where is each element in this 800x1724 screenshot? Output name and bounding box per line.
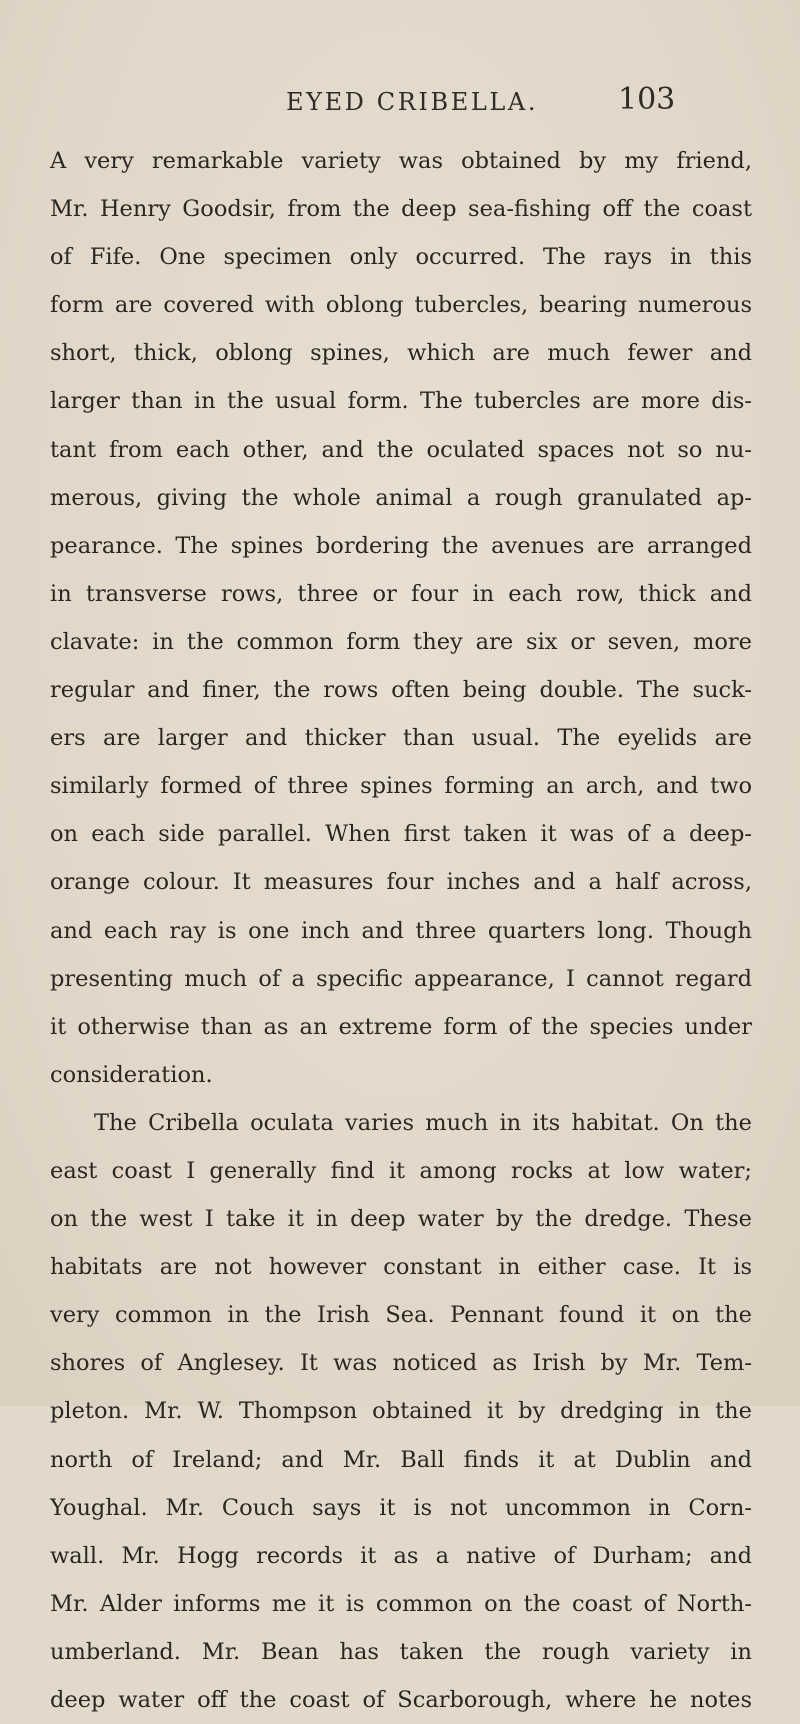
text-line: presenting much of a specific appearance, I cannot regard bbox=[50, 965, 752, 992]
text-line: shores of Anglesey. It was noticed as Irish by Mr. Tem- bbox=[50, 1350, 752, 1377]
page-header bbox=[0, 82, 800, 122]
text-line: orange colour. It measures four inches and a half across, bbox=[50, 869, 752, 896]
text-line: short, thick, oblong spines, which are much fewer and bbox=[50, 340, 752, 367]
text-line: very common in the Irish Sea. Pennant found it on the bbox=[50, 1302, 752, 1329]
text-line: Mr. Henry Goodsir, from the deep sea-fishing off the coast bbox=[50, 196, 752, 223]
text-line: Mr. Alder informs me it is common on the coast of North- bbox=[50, 1590, 752, 1617]
text-line: clavate: in the common form they are six or seven, more bbox=[50, 628, 752, 655]
text-line: on each side parallel. When first taken it was of a deep- bbox=[50, 821, 752, 848]
page-number: 103 bbox=[618, 82, 676, 117]
text-line: similarly formed of three spines forming an arch, and two bbox=[50, 773, 752, 800]
text-line: habitats are not however constant in either case. It is bbox=[50, 1254, 752, 1281]
text-line: north of Ireland; and Mr. Ball finds it at Dublin and bbox=[50, 1446, 752, 1473]
text-line: larger than in the usual form. The tubercles are more dis- bbox=[50, 388, 752, 415]
text-line: pleton. Mr. W. Thompson obtained it by dredging in the bbox=[50, 1398, 752, 1425]
text-line: form are covered with oblong tubercles, bearing numerous bbox=[50, 292, 752, 319]
text-line: Youghal. Mr. Couch says it is not uncommon in Corn- bbox=[50, 1494, 752, 1521]
text-line: A very remarkable variety was obtained by my friend, bbox=[50, 148, 752, 174]
text-line: umberland. Mr. Bean has taken the rough variety in bbox=[50, 1638, 752, 1665]
text-line: regular and finer, the rows often being double. The suck- bbox=[50, 677, 752, 704]
text-line: pearance. The spines bordering the avenues are arranged bbox=[50, 532, 752, 559]
text-line: on the west I take it in deep water by the dredge. These bbox=[50, 1206, 752, 1233]
text-line: of Fife. One specimen only occurred. The rays in this bbox=[50, 244, 752, 271]
text-line: deep water off the coast of Scarborough, where he notes bbox=[50, 1687, 752, 1713]
paragraph-start-line: The Cribella oculata varies much in its habitat. On the bbox=[94, 1109, 752, 1136]
text-line: merous, giving the whole animal a rough granulated ap- bbox=[50, 484, 752, 511]
text-line: ers are larger and thicker than usual. The eyelids are bbox=[50, 725, 752, 752]
text-line: wall. Mr. Hogg records it as a native of Durham; and bbox=[50, 1542, 752, 1569]
text-line: it otherwise than as an extreme form of the species under bbox=[50, 1013, 752, 1040]
text-line: in transverse rows, three or four in each row, thick and bbox=[50, 580, 752, 607]
text-line: tant from each other, and the oculated spaces not so nu- bbox=[50, 436, 752, 463]
text-line: east coast I generally find it among rocks at low water; bbox=[50, 1157, 752, 1184]
paragraph-end-line: consideration. bbox=[50, 1061, 213, 1088]
running-head: EYED CRIBELLA. bbox=[286, 88, 539, 116]
body-text bbox=[50, 137, 752, 1724]
text-line: and each ray is one inch and three quarters long. Though bbox=[50, 917, 752, 944]
